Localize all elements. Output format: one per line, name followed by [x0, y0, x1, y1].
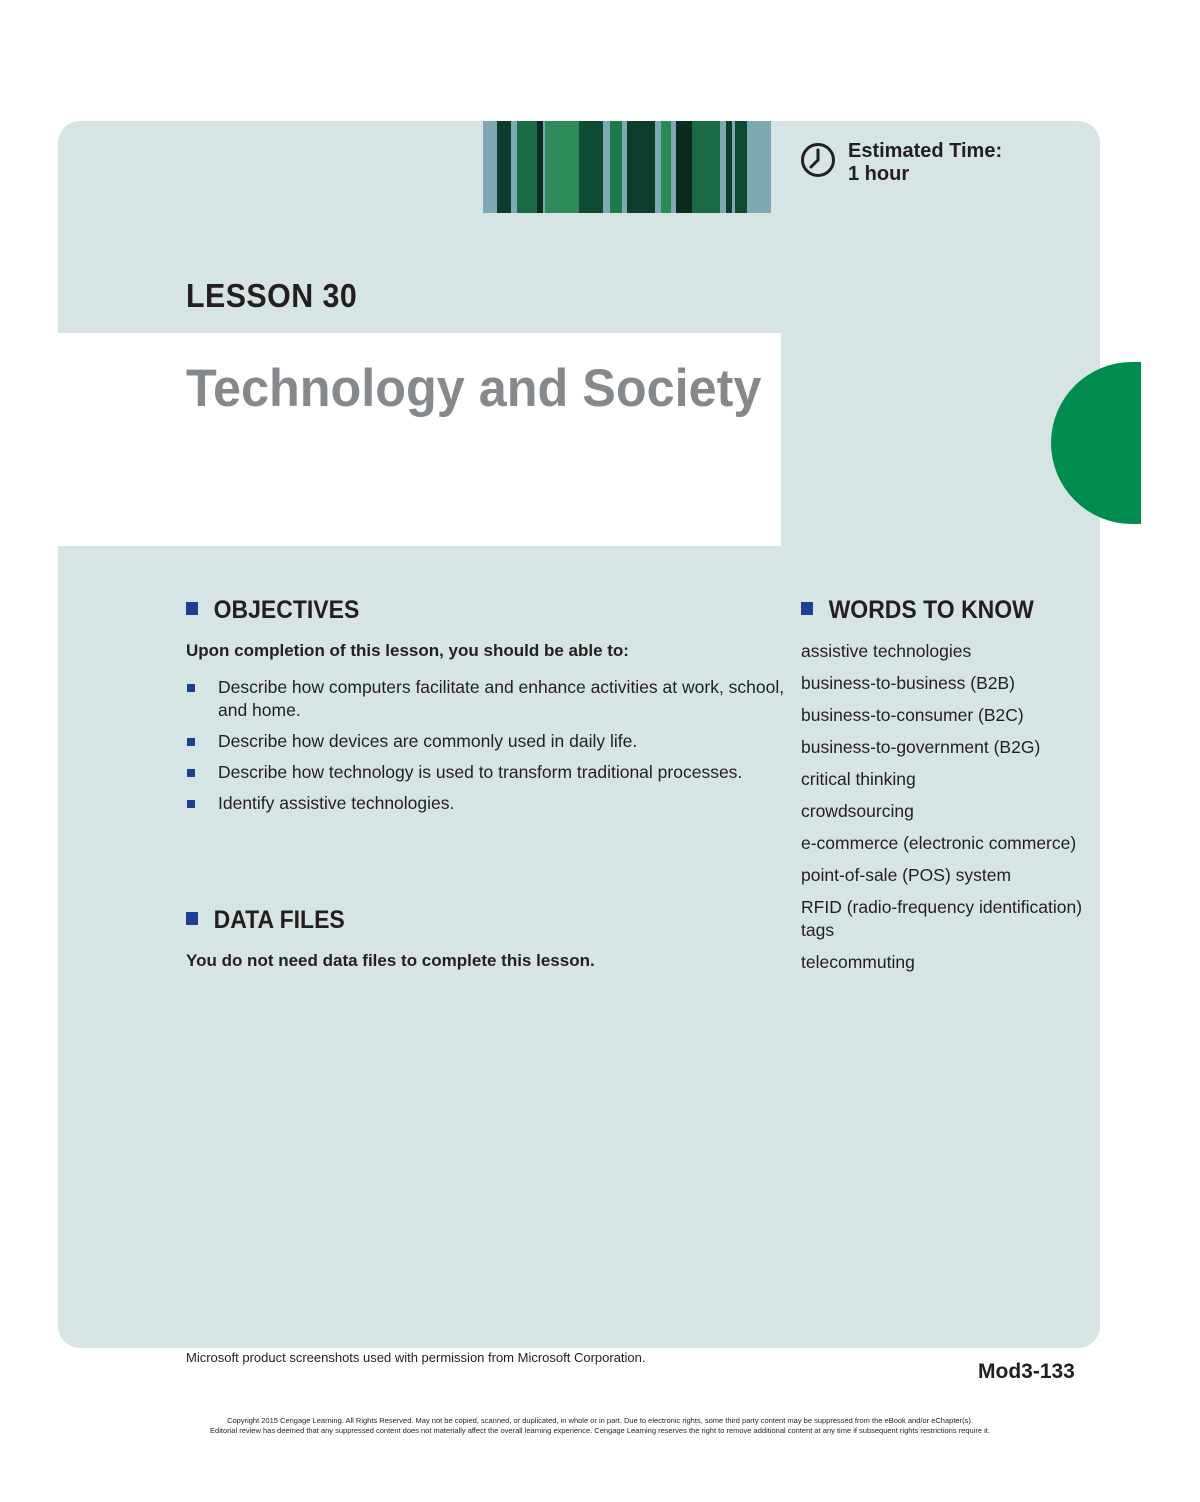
data-files-text: You do not need data files to complete this lesson.: [186, 951, 595, 970]
list-item: critical thinking: [801, 769, 916, 789]
list-item: business-to-business (B2B): [801, 673, 1015, 693]
list-item: point-of-sale (POS) system: [801, 865, 1012, 885]
words-to-know-list: [801, 640, 1091, 983]
estimated-time-value: 1 hour: [848, 163, 910, 185]
square-bullet-icon: [187, 800, 195, 808]
lesson-number: LESSON 30: [186, 277, 358, 314]
page-number: Mod3-133: [978, 1360, 1075, 1383]
decorative-banner: [483, 121, 771, 213]
list-item: telecommuting: [801, 952, 915, 972]
copyright-line: Copyright 2015 Cengage Learning. All Rights Reserved. May not be copied, scanned, or duplicated, in whole or in part. Due to electronic rights, some third party content may be suppressed from the eBook and/or eChapter(s).: [227, 1416, 973, 1425]
estimated-time-label: Estimated Time:: [848, 140, 1003, 162]
permission-note: Microsoft product screenshots used with permission from Microsoft Corporation.: [186, 1350, 646, 1365]
words-to-know-heading: [801, 596, 1034, 625]
data-files-heading: [186, 906, 345, 935]
list-item: business-to-government (B2G): [801, 737, 1041, 757]
objectives-heading-text: OBJECTIVES: [213, 596, 360, 624]
clock-icon: [800, 142, 836, 178]
copyright-line: Editorial review has deemed that any suppressed content does not materially affect the overall learning experience. Cengage Learning reserves the right to remove additional content at any time if subsequent rights restrictions require it.: [210, 1426, 990, 1435]
list-item: assistive technologies: [801, 641, 972, 661]
list-item: crowdsourcing: [801, 801, 914, 821]
list-item: Describe how computers facilitate and enhance activities at work, school, and home.: [186, 676, 786, 722]
list-item: Describe how technology is used to transform traditional processes.: [186, 761, 786, 784]
objectives-lead: Upon completion of this lesson, you should be able to:: [186, 641, 629, 660]
square-bullet-icon: [801, 602, 813, 615]
lesson-title: Technology and Society: [186, 359, 762, 418]
square-bullet-icon: [186, 602, 198, 615]
list-item: Describe how devices are commonly used in daily life.: [186, 730, 786, 753]
list-item: Identify assistive technologies.: [186, 792, 786, 815]
list-item: RFID (radio-frequency identification) tags: [801, 897, 1083, 940]
square-bullet-icon: [187, 769, 195, 777]
words-to-know-heading-text: WORDS TO KNOW: [828, 596, 1034, 624]
copyright-notice: [150, 1416, 1050, 1436]
objectives-heading: [186, 596, 359, 625]
square-bullet-icon: [186, 912, 198, 925]
square-bullet-icon: [187, 684, 195, 692]
data-files-heading-text: DATA FILES: [213, 906, 345, 934]
square-bullet-icon: [187, 738, 195, 746]
objectives-list: [186, 676, 786, 823]
list-item: e-commerce (electronic commerce): [801, 833, 1077, 853]
list-item: business-to-consumer (B2C): [801, 705, 1024, 725]
